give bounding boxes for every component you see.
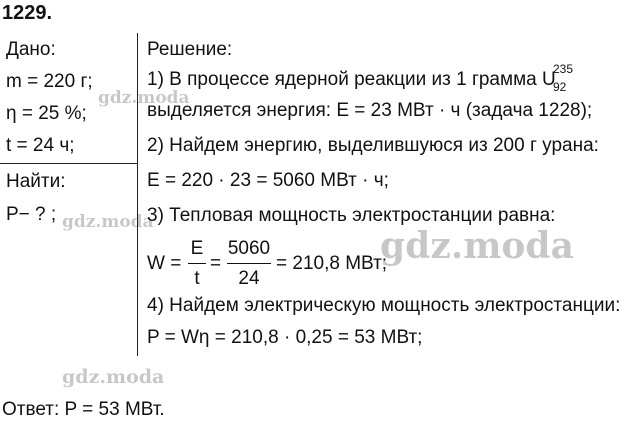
horizontal-divider xyxy=(0,163,137,164)
answer: Ответ: P = 53 МВт. xyxy=(2,399,165,420)
power-formula-equals: = xyxy=(210,253,222,274)
fraction-denominator: t xyxy=(194,268,200,289)
step2-line1: 2) Найдем энергию, выделившуюся из 200 г урана: xyxy=(147,135,599,156)
find-value: P− ? ; xyxy=(6,204,57,225)
given-mass: m = 220 г; xyxy=(6,71,93,92)
power-formula-result: = 210,8 МВт; xyxy=(276,253,388,274)
watermark: gdz.moda xyxy=(380,225,574,267)
problem-number: 1229. xyxy=(2,2,53,24)
step1-line2: выделяется энергия: E = 23 МВт · ч (задача 1228); xyxy=(147,100,593,121)
fraction-e-over-t xyxy=(188,238,206,290)
watermark: gdz.moda xyxy=(98,88,190,108)
find-header: Найти: xyxy=(6,171,66,192)
step4-line2: P = Wη = 210,8 · 0,25 = 53 МВт; xyxy=(147,327,423,348)
power-formula-lhs: W = xyxy=(147,253,182,274)
solution-header: Решение: xyxy=(147,39,233,60)
uranium-charge-number: 92 xyxy=(553,80,567,94)
vertical-divider xyxy=(137,33,138,356)
fraction-numerator: E xyxy=(190,238,204,259)
given-header: Дано: xyxy=(6,39,56,60)
uranium-mass-number: 235 xyxy=(553,62,574,76)
fraction-5060-over-24 xyxy=(227,238,271,290)
step4-line1: 4) Найдем электрическую мощность электростанции: xyxy=(147,295,621,316)
step1-line1: 1) В процессе ядерной реакции из 1 грамма U xyxy=(147,69,556,90)
given-efficiency: η = 25 %; xyxy=(6,103,87,124)
watermark: gdz.moda xyxy=(62,366,165,388)
given-time: t = 24 ч; xyxy=(6,135,75,156)
fraction-numerator: 5060 xyxy=(227,238,271,259)
step3-line1: 3) Тепловая мощность электростанции равна: xyxy=(147,205,556,226)
watermark: gdz.moda xyxy=(62,212,154,232)
fraction-denominator: 24 xyxy=(238,268,260,289)
step2-line2: E = 220 · 23 = 5060 МВт · ч; xyxy=(147,170,389,191)
